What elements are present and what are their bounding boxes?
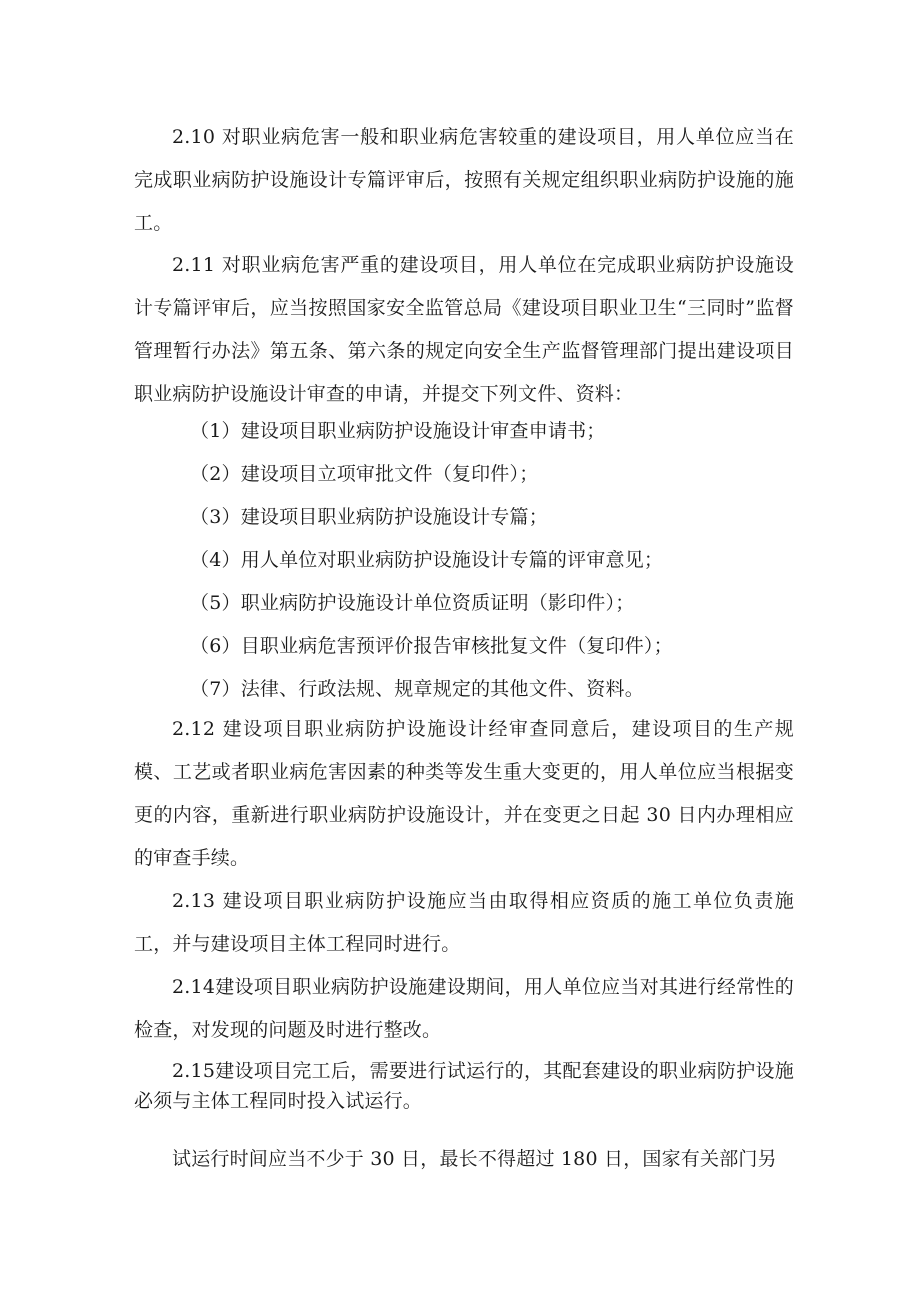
list-item-4: （4）用人单位对职业病防护设施设计专篇的评审意见； [190,549,664,571]
paragraph-2-10: 2.10 对职业病危害一般和职业病危害较重的建设项目，用人单位应当在完成职业病防护设施设计专篇评审后，按照有关规定组织职业病防护设施的施工。 [134,126,794,234]
list-item-6: （6）目职业病危害预评价报告审核批复文件（复印件）； [190,635,673,657]
list-item-2: （2）建设项目立项审批文件（复印件）； [190,463,539,485]
list-item-3: （3）建设项目职业病防护设施设计专篇； [190,506,548,528]
paragraph-2-15: 2.15建设项目完工后，需要进行试运行的，其配套建设的职业病防护设施必须与主体工程同时投入试运行。 [134,1060,794,1112]
list-item-7: （7）法律、行政法规、规章规定的其他文件、资料。 [190,678,644,700]
list-item-1: （1）建设项目职业病防护设施设计审查申请书； [190,420,606,442]
paragraph-trial-run: 试运行时间应当不少于 30 日，最长不得超过 180 日，国家有关部门另 [172,1148,777,1170]
paragraph-2-11: 2.11 对职业病危害严重的建设项目，用人单位在完成职业病防护设施设计专篇评审后，应当按照国家安全监管总局《建设项目职业卫生“三同时”监督管理暂行办法》第五条、第六条的规定向安全生产监督管理部门提出建设项目职业病防护设施设计审查的申请，并提交下列文件、资料： [134,254,794,405]
list-item-5: （5）职业病防护设施设计单位资质证明（影印件）； [190,592,635,614]
paragraph-2-13: 2.13 建设项目职业病防护设施应当由取得相应资质的施工单位负责施工，并与建设项目主体工程同时进行。 [134,890,794,955]
paragraph-2-12: 2.12 建设项目职业病防护设施设计经审查同意后，建设项目的生产规模、工艺或者职业病危害因素的种类等发生重大变更的，用人单位应当根据变更的内容，重新进行职业病防护设施设计，并在变更之日起 30 日内办理相应的审查手续。 [134,718,794,869]
paragraph-2-14: 2.14建设项目职业病防护设施建设期间，用人单位应当对其进行经常性的检查，对发现的问题及时进行整改。 [134,976,794,1041]
